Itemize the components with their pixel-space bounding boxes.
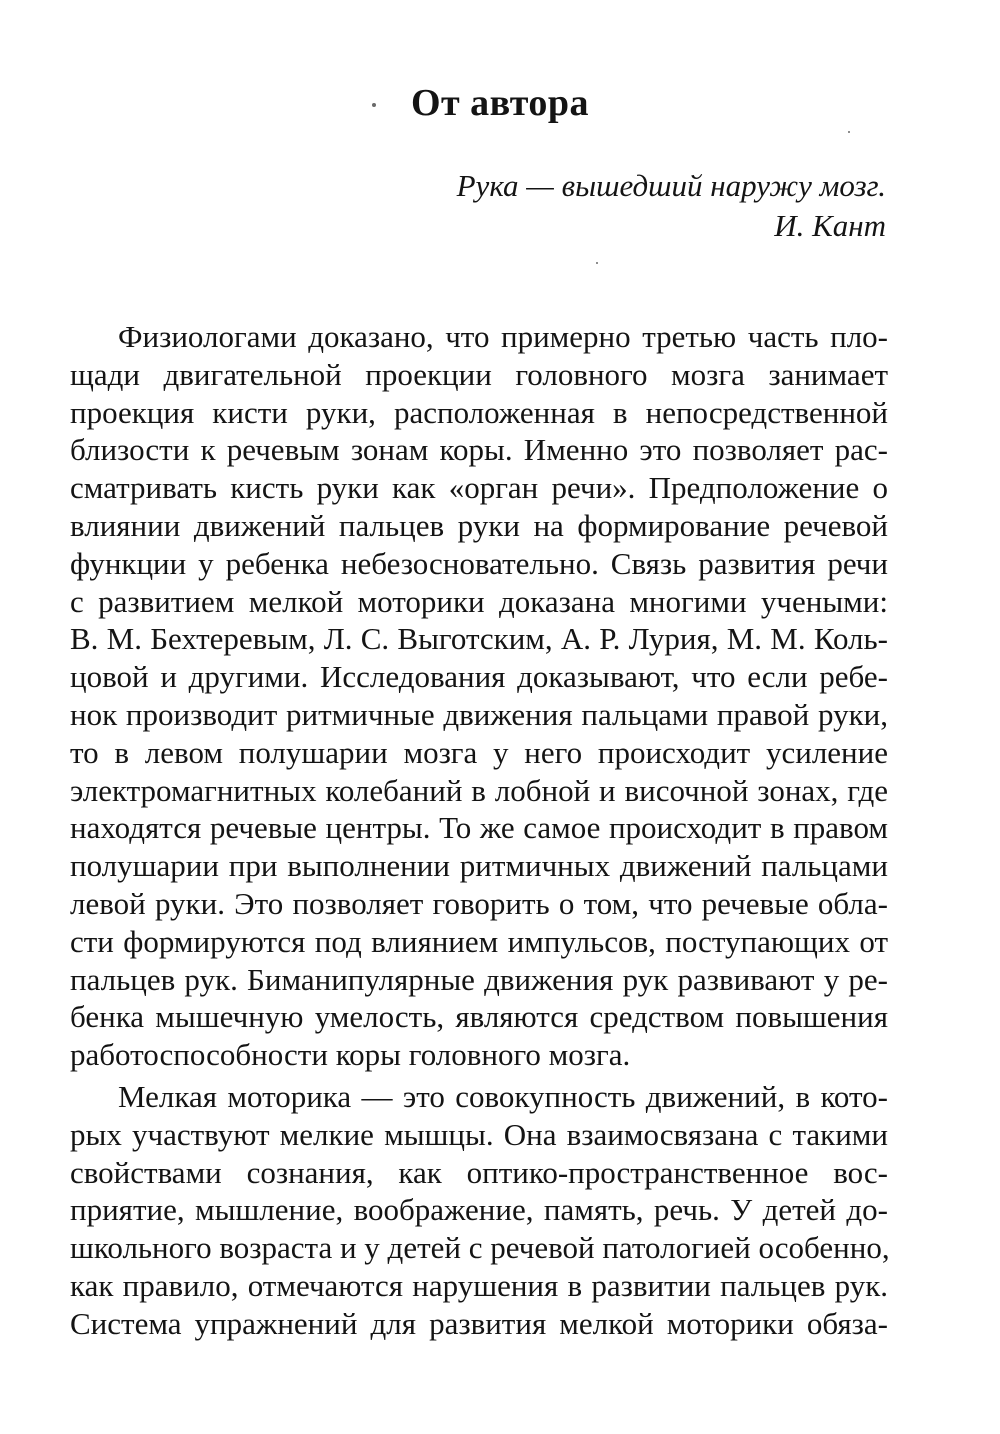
text-line: проекция кисти руки, расположенная в непосредственной — [70, 394, 888, 430]
paragraph — [70, 318, 888, 1074]
text-line: находятся речевые центры. То же самое происходит в правом — [70, 810, 888, 846]
text-line: щади двигательной проекции головного мозга занимает — [70, 356, 888, 392]
text-line: Система упражнений для развития мелкой моторики обяза- — [70, 1305, 888, 1341]
epigraph-author: И. Кант — [774, 208, 886, 243]
text-line: с развитием мелкой моторики доказана многими учеными: — [70, 583, 888, 619]
text-line: полушарии при выполнении ритмичных движений пальцами — [70, 848, 888, 884]
text-line: пальцев рук. Биманипулярные движения рук развивают у ре- — [70, 961, 888, 997]
text-line: электромагнитных колебаний в лобной и височной зонах, где — [70, 772, 888, 808]
text-line: В. М. Бехтеревым, Л. С. Выготским, А. Р. Лурия, М. М. Коль- — [70, 621, 888, 657]
text-line: то в левом полушарии мозга у него происходит усиление — [70, 734, 888, 770]
text-line: приятие, мышление, воображение, память, речь. У детей до- — [70, 1192, 888, 1228]
text-line: школьного возраста и у детей с речевой патологией особенно, — [70, 1230, 890, 1266]
text-line: работоспособности коры головного мозга. — [70, 1037, 631, 1073]
text-line: цовой и другими. Исследования доказывают, что если ребе- — [70, 659, 888, 695]
epigraph — [457, 166, 886, 246]
text-line: Мелкая моторика — это совокупность движений, в кото- — [118, 1078, 888, 1114]
text-line: Физиологами доказано, что примерно третью часть пло- — [118, 319, 888, 354]
text-line: влиянии движений пальцев руки на формирование речевой — [70, 507, 888, 543]
text-line: функции у ребенка небезосновательно. Связь развития речи — [70, 545, 888, 581]
text-line: рых участвуют мелкие мышцы. Она взаимосвязана с такими — [70, 1116, 888, 1152]
scan-speck — [596, 262, 598, 264]
text-line: бенка мышечную умелость, являются средством повышения — [70, 999, 888, 1035]
text-line: сти формируются под влиянием импульсов, поступающих от — [70, 923, 888, 959]
page-title: От автора — [410, 82, 590, 124]
text-line: левой руки. Это позволяет говорить о том, что речевые обла- — [70, 885, 888, 921]
text-line: свойствами сознания, как оптико-пространственное вос- — [70, 1154, 888, 1190]
text-line: нок производит ритмичные движения пальцами правой руки, — [70, 696, 888, 732]
text-line: как правило, отмечаются нарушения в развитии пальцев рук. — [70, 1267, 888, 1303]
paragraph — [70, 1078, 888, 1343]
epigraph-quote: Рука — вышедший наружу мозг. — [456, 168, 886, 203]
text-line: сматривать кисть руки как «орган речи». Предположение о — [70, 470, 888, 506]
scan-speck — [848, 131, 850, 133]
text-line: близости к речевым зонам коры. Именно это позволяет рас- — [70, 432, 888, 468]
body-text — [70, 318, 888, 1343]
